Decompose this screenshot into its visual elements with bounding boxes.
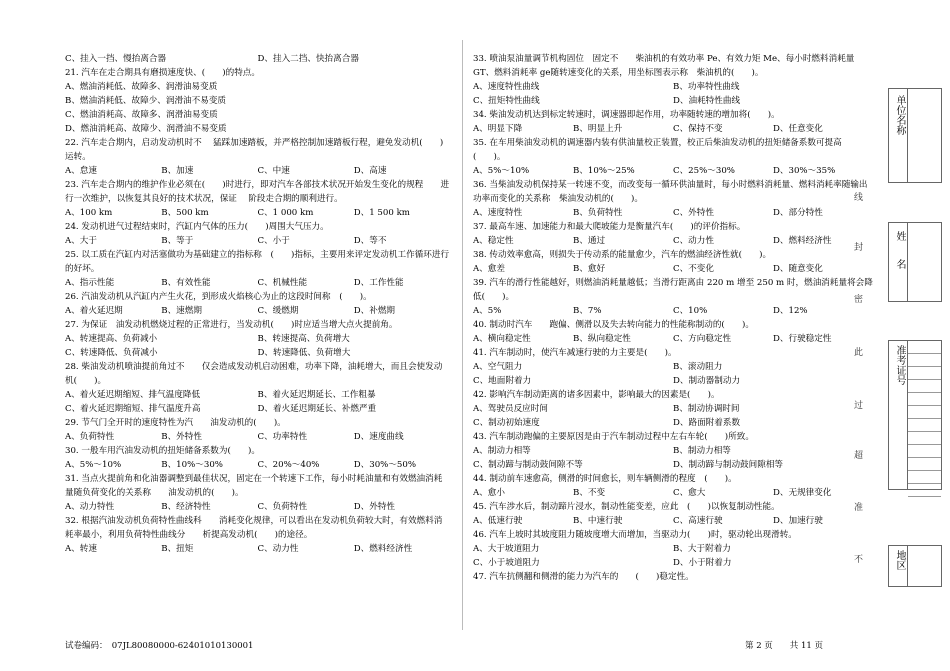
question-stem: 46. 汽车上坡时其坡度阻力随坡度增大而增加，当驱动力( )时，驱动轮出现滑转。 <box>473 530 797 540</box>
answer-option: A、大于 <box>65 236 97 246</box>
question-stem: 38. 传动效率愈高，则损失于传动系的能量愈少，汽车的燃油经济性就( )。 <box>473 250 772 260</box>
answer-options-row <box>473 122 873 136</box>
answer-options-row <box>65 332 450 346</box>
question-stem: 22. 汽车走合期内，启动发动机时不 猛踩加速踏板，并严格控制加速踏板行程，避免发动机( )运转。 <box>65 138 444 162</box>
answer-option: A、动力特性 <box>65 502 115 512</box>
answer-option: D、制动器制动力 <box>673 376 741 386</box>
answer-option: B、7% <box>573 306 602 316</box>
answer-option: D、部分特性 <box>773 208 823 218</box>
answer-option: C、扭矩特性曲线 <box>473 96 540 106</box>
name-field[interactable] <box>907 223 941 301</box>
answer-options-row <box>473 444 873 458</box>
answer-options-row <box>65 346 450 360</box>
answer-option: A、5%～10% <box>473 166 530 176</box>
binding-mark: 密 <box>854 295 864 305</box>
question-stem: 39. 汽车的滑行性能越好，则燃油消耗量越低；当滑行距离由 220 m 增至 250 m 时，燃油消耗量将会降低( )。 <box>473 278 873 302</box>
answer-option: C、动力性 <box>257 544 299 554</box>
answer-option: C、负荷特性 <box>257 502 308 512</box>
answer-option: A、横向稳定性 <box>473 334 531 344</box>
answer-option: B、扭矩 <box>161 544 194 554</box>
answer-options-row <box>473 374 873 388</box>
question-stem: 33. 喷油泵油量调节机构固位 固定不 柴油机的有效功率 Pe、有效力矩 Me、每小时燃料消耗量 GT、燃料消耗率 ge随转速变化的关系，用坐标图表示称 柴油机的( )。 <box>473 54 855 78</box>
answer-option: C、机械性能 <box>257 278 308 288</box>
answer-option: C、功率特性 <box>257 432 308 442</box>
answer-options-row <box>65 542 450 556</box>
answer-option: A、制动力相等 <box>473 446 531 456</box>
answer-option: D、补燃期 <box>353 306 396 316</box>
answer-option: B、10%～25% <box>573 166 635 176</box>
answer-options-row <box>473 360 873 374</box>
answer-option: B、速燃期 <box>161 306 202 316</box>
answer-option: B、明显上升 <box>573 124 623 134</box>
answer-option: B、通过 <box>573 236 606 246</box>
answer-option: A、燃油消耗低、故障多、润滑油易变质 <box>65 82 218 92</box>
answer-option: D、燃料经济性 <box>773 236 832 246</box>
answer-option: A、愈差 <box>473 264 505 274</box>
answer-option: D、小于附着力 <box>673 558 732 568</box>
answer-option: D、挂入二挡、快抬离合器 <box>257 54 359 64</box>
answer-options-row <box>473 234 873 248</box>
answer-option: C、制动初始速度 <box>473 418 540 428</box>
answer-option: C、10% <box>673 306 708 316</box>
answer-option: B、中速行驶 <box>573 516 623 526</box>
answer-options-row <box>65 164 450 178</box>
answer-options-row <box>65 234 450 248</box>
answer-options-row <box>473 416 873 430</box>
answer-option: B、功率特性曲线 <box>673 82 740 92</box>
answer-option: C、方向稳定性 <box>673 334 732 344</box>
answer-option: B、加速 <box>161 166 194 176</box>
answer-option: A、5%～10% <box>65 460 122 470</box>
answer-option: D、速度曲线 <box>353 432 404 442</box>
answer-option: A、5% <box>473 306 502 316</box>
answer-option: B、经济特性 <box>161 502 211 512</box>
answer-options-row <box>473 458 873 472</box>
answer-options-row <box>473 514 873 528</box>
answer-options-row <box>65 430 450 444</box>
answer-option: A、空气阻力 <box>473 362 523 372</box>
region-field[interactable] <box>907 546 941 586</box>
binding-mark: 此 <box>854 348 864 358</box>
page-number: 第 2 页 共 11 页 <box>745 641 824 651</box>
answer-option: A、转速 <box>65 544 97 554</box>
answer-options-row <box>473 332 873 346</box>
answer-option: A、着火延迟期 <box>65 306 123 316</box>
answer-options-row <box>473 80 873 94</box>
answer-option: D、燃油消耗高、故障少、润滑油不易变质 <box>65 124 227 134</box>
answer-options-row <box>65 52 450 66</box>
unit-name-box <box>888 88 942 183</box>
question-stem: 27. 为保证 油发动机燃烧过程的正常进行，当发动机( )时应适当增大点火提前角。 <box>65 320 398 330</box>
answer-option: A、稳定性 <box>473 236 514 246</box>
answer-options-row <box>473 164 873 178</box>
answer-options-row <box>65 276 450 290</box>
question-stem: 42. 影响汽车制动距离的诸多因素中，影响最大的因素是( )。 <box>473 390 720 400</box>
answer-option: A、明显下降 <box>473 124 523 134</box>
answer-option: A、着火延迟期缩短、排气温度降低 <box>65 390 201 400</box>
question-stem: 35. 在车用柴油发动机的调速器内装有供油量校正装置，校正后柴油发动机的扭矩储备系数可提高( )。 <box>473 138 842 162</box>
answer-options-row <box>473 262 873 276</box>
answer-options-row <box>65 304 450 318</box>
answer-option: A、负荷特性 <box>65 432 115 442</box>
answer-option: C、愈大 <box>673 488 706 498</box>
answer-option: C、着火延迟期缩短、排气温度升高 <box>65 404 201 414</box>
answer-option: C、20%～40% <box>257 460 320 470</box>
answer-option: D、12% <box>773 306 808 316</box>
ticket-number-label: 准考证号 <box>894 345 905 385</box>
answer-option: C、外特性 <box>673 208 714 218</box>
answer-option: B、愈好 <box>573 264 606 274</box>
answer-option: B、着火延迟期延长、工作粗暴 <box>257 390 376 400</box>
answer-option: C、不变化 <box>673 264 714 274</box>
question-stem: 25. 以工质在汽缸内对活塞做功为基础建立的指标称 ( )指标，主要用来评定发动机工作循环进行的好坏。 <box>65 250 450 274</box>
answer-option: A、怠速 <box>65 166 97 176</box>
answer-option: D、着火延迟期延长、补燃严重 <box>257 404 377 414</box>
unit-name-field[interactable] <box>907 89 941 182</box>
answer-option: B、转速提高、负荷增大 <box>257 334 350 344</box>
answer-option: B、滚动阻力 <box>673 362 723 372</box>
answer-option: D、30%～50% <box>353 460 417 470</box>
answer-option: D、燃料经济性 <box>353 544 413 554</box>
answer-option: D、工作性能 <box>353 278 404 288</box>
answer-option: B、负荷特性 <box>573 208 623 218</box>
column-divider <box>462 40 463 630</box>
answer-option: C、地面附着力 <box>473 376 532 386</box>
question-stem: 43. 汽车制动跑偏的主要原因是由于汽车制动过程中左右车轮( )所致。 <box>473 432 754 442</box>
name-box <box>888 222 942 302</box>
answer-option: D、无规律变化 <box>773 488 832 498</box>
answer-option: D、30%～35% <box>773 166 836 176</box>
answer-option: D、等不 <box>353 236 387 246</box>
answer-option: D、行驶稳定性 <box>773 334 832 344</box>
answer-option: B、等于 <box>161 236 194 246</box>
question-stem: 40. 制动时汽车 跑偏、侧滑以及失去转向能力的性能称制动的( )。 <box>473 320 754 330</box>
answer-option: B、制动协调时间 <box>673 404 740 414</box>
question-stem: 31. 当点火提前角和化油器调整到最佳状况，固定在一个转速下工作，每小时耗油量和有效燃油消耗量随负荷变化的关系称 油发动机的( )。 <box>65 474 443 498</box>
answer-option: B、不变 <box>573 488 606 498</box>
question-stem: 44. 制动前车速愈高，侧滑的时间愈长，则车辆侧滑的程度 ( )。 <box>473 474 737 484</box>
answer-option: B、有效性能 <box>161 278 211 288</box>
answer-option: A、速度特性 <box>473 208 523 218</box>
answer-option: C、动力性 <box>673 236 714 246</box>
answer-option: A、指示性能 <box>65 278 115 288</box>
answer-option: C、小于 <box>257 236 290 246</box>
question-stem: 41. 汽车制动时，使汽车减速行驶的力主要是( )。 <box>473 348 677 358</box>
binding-mark: 准 <box>854 503 864 513</box>
answer-option: C、制动蹄与制动鼓间隙不等 <box>473 460 583 470</box>
exam-code: 试卷编码： 07JL80080000-62401010130001 <box>65 641 254 651</box>
region-label: 地区 <box>894 550 905 570</box>
answer-option: C、保持不变 <box>673 124 723 134</box>
answer-options-row <box>473 94 873 108</box>
answer-options-row <box>65 402 450 416</box>
question-stem: 37. 最高车速、加速能力和最大爬坡能力是衡量汽车( )的评价指标。 <box>473 222 746 232</box>
name-label: 姓名 <box>894 231 905 287</box>
answer-option: A、转速提高、负荷减小 <box>65 334 158 344</box>
ticket-number-box <box>888 340 942 490</box>
answer-option: A、速度特性曲线 <box>473 82 540 92</box>
answer-option: B、外特性 <box>161 432 202 442</box>
answer-option: D、外特性 <box>353 502 396 512</box>
answer-options-row <box>473 402 873 416</box>
answer-option: B、10%～30% <box>161 460 223 470</box>
answer-option: A、低速行驶 <box>473 516 523 526</box>
answer-options-row <box>65 458 450 472</box>
question-stem: 45. 汽车涉水后，制动蹄片浸水，制动性能变差，应此 ( )以恢复制动性能。 <box>473 502 780 512</box>
answer-option: A、愈小 <box>473 488 505 498</box>
answer-options-row <box>473 304 873 318</box>
answer-options-row <box>473 486 873 500</box>
answer-option: B、燃油消耗低、故障少、润滑油不易变质 <box>65 96 227 106</box>
answer-options-row <box>65 206 450 220</box>
answer-option: B、制动力相等 <box>673 446 731 456</box>
question-stem: 26. 汽油发动机从汽缸内产生火花，到形成火焰核心为止的这段时间称 ( )。 <box>65 292 372 302</box>
question-stem: 32. 根据汽油发动机负荷特性曲线科 消耗变化规律，可以看出在发动机负荷较大时，有效燃料消耗率最小，利用负荷特性曲线分 析提高发动机( )的途径。 <box>65 516 443 540</box>
answer-option: A、大于坡道阻力 <box>473 544 540 554</box>
question-stem: 21. 汽车在走合期具有磨损速度快、( )的特点。 <box>65 68 260 78</box>
answer-option: D、高速 <box>353 166 387 176</box>
answer-options-row <box>473 542 873 556</box>
question-stem: 28. 柴油发动机喷油提前角过不 仅会造成发动机启动困难，功率下降，油耗增大，而且会使发动机( )。 <box>65 362 443 386</box>
answer-option: C、转速降低、负荷减小 <box>65 348 158 358</box>
answer-option: C、中速 <box>257 166 290 176</box>
answer-option: C、25%～30% <box>673 166 735 176</box>
answer-option: B、500 km <box>161 208 209 218</box>
answer-option: C、高速行驶 <box>673 516 723 526</box>
answer-options-row <box>473 556 873 570</box>
answer-option: D、随意变化 <box>773 264 823 274</box>
question-stem: 47. 汽车抗侧翻和侧滑的能力为汽车的 ( )稳定性。 <box>473 572 694 582</box>
answer-options-row <box>473 206 873 220</box>
answer-option: D、加速行驶 <box>773 516 823 526</box>
question-stem: 34. 柴油发动机达到标定转速时，调速器即起作用，功率随转速的增加将( )。 <box>473 110 780 120</box>
answer-option: A、100 km <box>65 208 113 218</box>
answer-option: D、油耗特性曲线 <box>673 96 741 106</box>
answer-options-row <box>65 388 450 402</box>
answer-option: C、挂入一挡、慢抬离合器 <box>65 54 167 64</box>
answer-option: B、大于附着力 <box>673 544 731 554</box>
binding-mark: 过 <box>854 401 864 411</box>
answer-option: D、转速降低、负荷增大 <box>257 348 351 358</box>
answer-option: C、1 000 km <box>257 208 314 218</box>
region-box <box>888 545 942 587</box>
unit-name-label: 单位名称 <box>894 95 905 135</box>
answer-option: D、1 500 km <box>353 208 410 218</box>
answer-option: C、燃油消耗高、故障多、润滑油易变质 <box>65 110 218 120</box>
answer-option: D、路面附着系数 <box>673 418 741 428</box>
binding-mark: 线 <box>854 193 864 203</box>
answer-option: A、驾驶员反应时间 <box>473 404 548 414</box>
question-stem: 30. 一般车用汽油发动机的扭矩储备系数为( )。 <box>65 446 260 456</box>
question-stem: 24. 发动机进气过程结束时，汽缸内气体的压力( )周围大气压力。 <box>65 222 329 232</box>
answer-option: C、缓燃期 <box>257 306 299 316</box>
question-stem: 36. 当柴油发动机保持某一转速不变，而改变每一循环供油量时，每小时燃料消耗量、燃料消耗率随输出功率而变化的关系称 柴油发动机的( )。 <box>473 180 868 204</box>
question-stem: 23. 汽车走合期内的维护作业必须在( )时进行，即对汽车各部技术状况开始发生变化的规程 进行一次维护，以恢复其良好的技术状况，保证 阶段走合期的顺利进行。 <box>65 180 450 204</box>
binding-mark: 封 <box>854 243 864 253</box>
binding-mark: 超 <box>854 451 864 461</box>
answer-options-row <box>65 500 450 514</box>
right-question-column <box>473 52 873 584</box>
answer-option: C、小于坡道阻力 <box>473 558 540 568</box>
left-question-column <box>65 52 450 556</box>
answer-option: D、任意变化 <box>773 124 823 134</box>
ticket-number-field[interactable] <box>907 341 941 489</box>
answer-option: D、制动蹄与制动鼓间隙相等 <box>673 460 784 470</box>
question-stem: 29. 节气门全开时的速度特性为汽 油发动机的( )。 <box>65 418 286 428</box>
binding-mark: 不 <box>854 555 864 565</box>
answer-option: B、纵向稳定性 <box>573 334 631 344</box>
